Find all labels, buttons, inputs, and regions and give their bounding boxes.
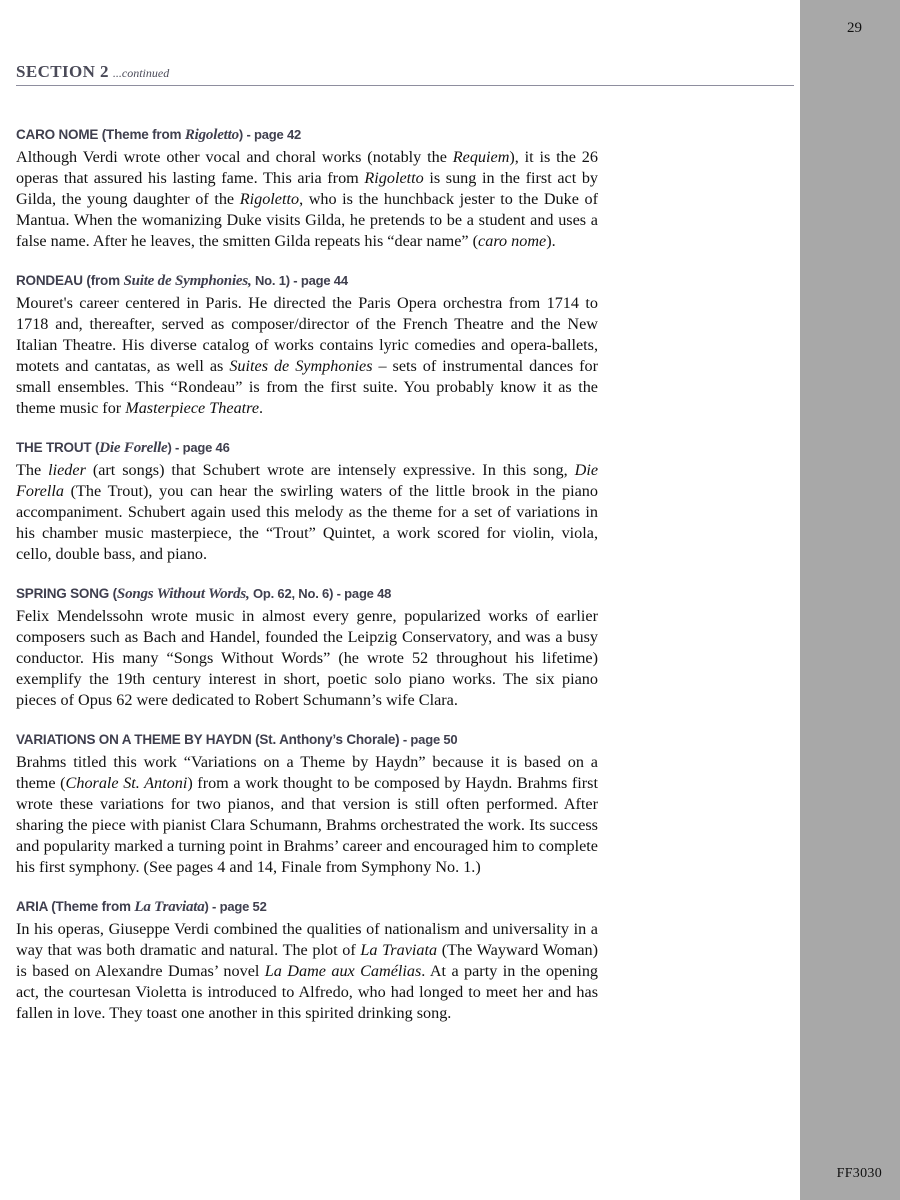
entry-body: Mouret's career centered in Paris. He directed the Paris Opera orchestra from 1714 to 1718 and, thereafter, served as composer/director of the French Theatre and the New Italian Theatre. His diverse catalog of works contains lyric comedies and opera-ballets, motets and cantatas, as well as Suites de Symphonies – sets of instrumental dances for small ensembles. This “Rondeau” is from the first suite. You probably know it as the theme music for Masterpiece Theatre. [16,293,598,418]
entry-heading-title: Suite de Symphonies, [123,273,252,290]
entry-heading-page: ) - page 46 [167,440,230,456]
entry-body: Brahms titled this work “Variations on a Theme by Haydn” because it is based on a theme (Chorale St. Antoni) from a work thought to be composed by Haydn. Brahms first wrote these variations for two pianos, and that version is still often performed. After sharing the piece with pianist Clara Schumann, Brahms orchestrated the work. Its success and popularity marked a turning point in Brahms’ career and encouraged him to complete his first symphony. (See pages 4 and 14, Finale from Symphony No. 1.) [16,753,598,877]
entry-heading-title: Rigoletto [184,127,239,143]
entry-heading [16,272,598,291]
list-item [16,585,598,711]
entry-heading-part1: ARIA (Theme from [16,899,135,915]
entry-heading-page: ) - page 52 [204,899,267,915]
entry-heading-part1: VARIATIONS ON A THEME BY HAYDN (St. Anthony’s Chorale) [16,732,400,748]
entry-heading-page: Op. 62, No. 6) - page 48 [249,586,392,602]
entry-heading-title: Songs Without Words, [116,586,250,603]
list-item [16,898,598,1024]
entry-heading-part1: SPRING SONG ( [16,586,117,602]
entry-body: The lieder (art songs) that Schubert wrote are intensely expressive. In this song, Die Forella (The Trout), you can hear the swirling waters of the little brook in the piano accompaniment. Schubert again used this melody as the theme for a set of variations in his chamber music masterpiece, the “Trout” Quintet, a work scored for violin, viola, cello, double bass, and piano. [16,460,598,564]
entry-heading [16,439,598,458]
entry-heading-part1: CARO NOME (Theme from [16,127,185,142]
entry-body: In his operas, Giuseppe Verdi combined the qualities of nationalism and universality in a way that was both dramatic and natural. The plot of La Traviata (The Wayward Woman) is based on Alexandre Dumas’ novel La Dame aux Camélias. At a party in the opening act, the courtesan Violetta is introduced to Alfredo, who had longed to meet her and has fallen in love. They toast one another in this spirited drinking song. [16,920,599,1023]
entry-body: Felix Mendelssohn wrote music in almost every genre, popularized works of earlier composers such as Bach and Handel, founded the Leipzig Conservatory, and was a busy conductor. His many “Songs Without Words” (he wrote 52 throughout his lifetime) exemplify the 19th century interest in short, poetic solo piano works. The six piano pieces of Opus 62 were dedicated to Robert Schumann’s wife Clara. [16,607,598,710]
entry-heading [16,898,598,917]
entry-heading-title: Die Forelle [99,440,168,457]
page-side-band [800,0,900,1200]
page-content [16,0,794,1045]
entry-heading [16,731,598,750]
page-number: 29 [847,20,862,36]
entry-body: Although Verdi wrote other vocal and choral works (notably the Requiem), it is the 26 operas that assured his lasting fame. This aria from Rigoletto is sung in the first act by Gilda, the young daughter of the Rigoletto, who is the hunchback jester to the Duke of Mantua. When the womanizing Duke visits Gilda, he pretends to be a student and uses a false name. After he leaves, the smitten Gilda repeats his “dear name” (caro nome). [16,147,599,250]
entry-heading-page: No. 1) - page 44 [251,273,348,289]
entry-heading-title: La Traviata [134,899,205,916]
list-item [16,439,598,565]
list-item [16,126,598,252]
footer-code: FF3030 [836,1166,882,1181]
entry-heading-part1: THE TROUT ( [16,440,100,456]
entry-heading-part1: RONDEAU (from [16,273,124,289]
list-item [16,731,598,878]
section-continued-label: ...continued [112,66,170,80]
section-title: SECTION 2 [16,62,109,81]
entry-heading-page: - page 50 [399,732,458,748]
entry-heading [16,126,598,145]
section-header [16,62,794,86]
entry-heading [16,585,598,604]
list-item [16,272,598,419]
entry-heading-page: ) - page 42 [238,127,302,142]
entry-list [16,126,598,1025]
